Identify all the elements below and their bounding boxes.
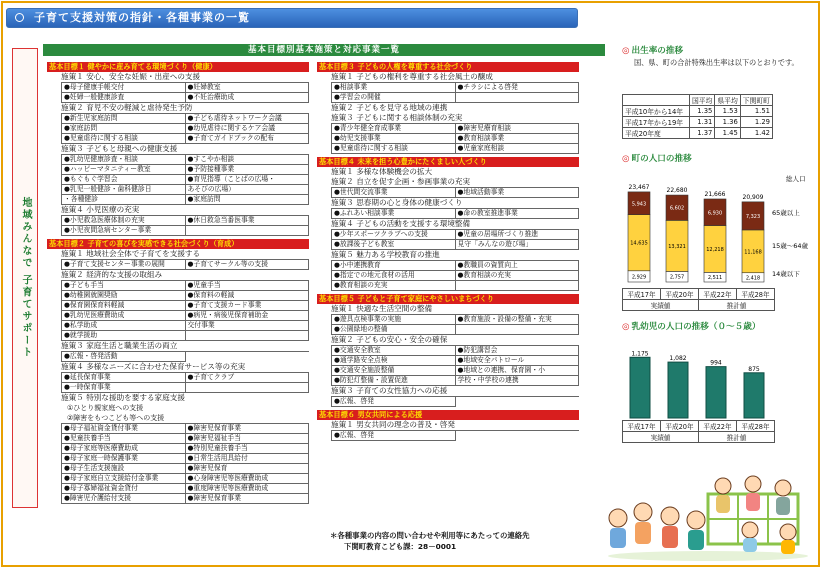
project-item: ●交通安全施設整備 (332, 366, 456, 376)
project-item: ●児童家庭相談 (456, 144, 580, 154)
group-label-projected: 推計値 (699, 300, 775, 311)
goal-section (47, 239, 309, 504)
project-item: ●心身障害児等医療費助成 (186, 474, 310, 484)
project-item: ●小児救急医療体制の充実 (62, 216, 186, 226)
project-item: ●家庭訪問 (62, 124, 186, 134)
birth-cell: 1.35 (690, 106, 715, 117)
project-item: ●児童扶養手当 (62, 434, 186, 444)
project-item: あそびの広場） (186, 185, 310, 195)
project-item: ●母子家庭自立支援給付金事業 (62, 474, 186, 484)
project-item: ・各種健診 (62, 195, 186, 205)
unit-label: 総人口 (786, 175, 806, 183)
data-label: 1,175 (631, 350, 649, 358)
project-item: 学校・中学校の連携 (456, 376, 580, 386)
project-item: ●地域活動事業 (456, 188, 580, 198)
birth-cell: 平成17年から19年 (623, 117, 690, 128)
policy-title: 施策４ 多様なニーズに合わせた保育サービス等の充実 (61, 362, 246, 371)
data-label: 7,323 (745, 213, 761, 220)
project-item: ●指定での地元食材の活用 (332, 271, 456, 281)
birth-cell: 平成10年から14年 (623, 106, 690, 117)
project-item: ●母子福祉資金貸付事業 (62, 424, 186, 434)
population-chart (622, 170, 816, 288)
data-label: 13,321 (668, 243, 686, 250)
birth-text: 国、県、町の合計特殊出生率は以下のとおりです。 (634, 58, 799, 67)
year-label: 平成28年 (737, 289, 775, 300)
project-item: ●交通安全教室 (332, 346, 456, 356)
project-item: ●防犯講習会 (456, 346, 580, 356)
project-item: ●幼稚園就園奨励 (62, 291, 186, 301)
project-item: ●防犯灯整備・設置促進 (332, 376, 456, 386)
birth-header-cell: 国平均 (690, 95, 715, 106)
group-label-projected: 推計値 (699, 432, 775, 443)
project-grid (61, 82, 309, 103)
project-item: ●世代間交流事業 (332, 188, 456, 198)
bar (706, 367, 726, 418)
policy-title: 施策３ 子どもに関する相談体制の充実 (331, 113, 463, 122)
project-item: ●広報、啓発 (332, 397, 456, 407)
bar (630, 357, 650, 418)
project-item: 交付事業 (186, 321, 310, 331)
policy-title: 施策１ 快適な生活空間の整備 (331, 304, 433, 313)
project-item: ●地域との連携、保育園・小 (456, 366, 580, 376)
page-title: 子育て支援対策の指針・各種事業の一覧 (6, 8, 578, 28)
project-item: ●保育料の軽減 (186, 291, 310, 301)
project-item: ●すこやか相談 (186, 155, 310, 165)
project-item: ●妊婦教室 (186, 83, 310, 93)
birth-header-cell: 県平均 (715, 95, 740, 106)
policy-title: 施策４ 小児医療の充実 (61, 205, 140, 214)
policy-title: 施策２ 子どもの安心・安全の確保 (331, 335, 448, 344)
project-item: ●特別児童扶養手当 (186, 444, 310, 454)
legend-label: 65歳以上 (772, 209, 800, 217)
goal-section (47, 62, 309, 236)
policy-title: 施策１ 安心、安全な妊娠・出産への支援 (61, 72, 201, 81)
project-grid (331, 187, 579, 198)
project-grid (331, 208, 579, 219)
project-item: ●母子家庭一時保護事業 (62, 454, 186, 464)
project-item: ●休日救急当番医事業 (186, 216, 310, 226)
project-item: ●新生児家庭訪問 (62, 114, 186, 124)
project-grid (331, 345, 579, 386)
project-item: ●幼児支援事業 (332, 134, 456, 144)
project-item: ●公園緑地の整備 (332, 325, 456, 335)
data-label: 994 (710, 359, 722, 367)
footnote-line1: ＊各種事業の内容の問い合わせや利用等にあたっての連絡先 (330, 531, 530, 540)
project-grid (61, 351, 309, 362)
goal-heading: 基本目標４ 未来を担う心豊かにたくましい人づくり (317, 157, 579, 167)
project-item: ●子ども手当 (62, 281, 186, 291)
project-item: ●放課後子ども教室 (332, 240, 456, 250)
birth-cell: 1.45 (715, 128, 740, 139)
project-grid (61, 154, 309, 205)
project-grid (61, 372, 309, 393)
project-item: ●乳幼児医療費助成 (62, 311, 186, 321)
main-header: 基本目標別基本施策と対応事業一覧 (43, 44, 605, 56)
project-item: ●地域安全パトロール (456, 356, 580, 366)
policy-title: 施策２ 自立を促す企画・参画事業の充実 (331, 177, 471, 186)
children-playground-illustration (598, 470, 812, 562)
project-item: ●一時保育事業 (62, 383, 186, 393)
policy-title: 施策２ 子どもを見守る地域の連携 (331, 103, 448, 112)
project-item: ●もぐもぐ学習会 (62, 175, 186, 185)
birth-cell: 1.37 (690, 128, 715, 139)
birth-heading: ◎ 出生率の推移 (622, 44, 683, 56)
project-item: ●子育て支援センター事業の展開 (62, 260, 186, 270)
total-label: 21,666 (704, 190, 726, 198)
project-item: ●保育園保育料軽減 (62, 301, 186, 311)
policy-title: 施策５ 魅力ある学校教育の推進 (331, 250, 440, 259)
birth-header-cell: 下関町町 (740, 95, 772, 106)
data-label: 6,930 (707, 210, 723, 217)
project-grid (61, 423, 309, 504)
project-item: ●教職員の資質向上 (456, 261, 580, 271)
data-label: 875 (748, 365, 760, 373)
project-grid (331, 82, 579, 103)
policy-title: 施策３ 子育ての女性協力への応援 (331, 386, 448, 395)
goal-heading: 基本目標１ 健やかに産み育てる環境づくり（健康） (47, 62, 309, 72)
project-item: ●教育施設・設備の整備・充実 (456, 315, 580, 325)
legend-label: 15歳～64歳 (772, 242, 809, 250)
project-grid (61, 215, 309, 236)
project-grid (331, 123, 579, 154)
goal-heading: 基本目標２ 子育ての喜びを実感できる社会づくり（育成） (47, 239, 309, 249)
project-item: ●子ども虐待ネットワーク会議 (186, 114, 310, 124)
project-item: ●乳児一般健診・歯科健診日 (62, 185, 186, 195)
birth-cell: 1.29 (740, 117, 772, 128)
project-item: ●命の教室推進事業 (456, 209, 580, 219)
project-item: ●教育相談事業 (456, 134, 580, 144)
group-label-actual: 実績値 (623, 300, 699, 311)
project-item: ●予防接種事業 (186, 165, 310, 175)
project-item: ●ハッピーマタニティー教室 (62, 165, 186, 175)
total-label: 23,467 (628, 183, 650, 191)
project-item: ●小児夜間急病センター事業 (62, 226, 186, 236)
project-item: ●教育相談の充実 (332, 281, 456, 291)
project-item: ●妊婦一般健康診査 (62, 93, 186, 103)
project-item: ●就学援助 (62, 331, 186, 341)
project-grid (331, 396, 579, 407)
birth-cell: 平成20年度 (623, 128, 690, 139)
population-year-table (622, 288, 775, 311)
birth-cell: 1.51 (740, 106, 772, 117)
project-item: ●広報、啓発 (332, 431, 456, 441)
birth-cell: 1.36 (715, 117, 740, 128)
policy-title: 施策１ 男女共同の理念の普及・啓発 (331, 420, 455, 429)
project-item: ●児童虐待に関する相談 (62, 134, 186, 144)
policy-title: 施策２ 育児不安の軽減と虐待発生予防 (61, 103, 193, 112)
policy-title: 施策１ 地域社会全体で子育てを支援する (61, 249, 201, 258)
data-label: 2,929 (631, 274, 647, 281)
project-item: ●教育相談の充実 (456, 271, 580, 281)
year-label: 平成28年 (737, 421, 775, 432)
project-item: ●子育てガイドブックの配布 (186, 134, 310, 144)
column-left (47, 62, 309, 507)
project-item: ●育児指導（ことばの広場・ (186, 175, 310, 185)
project-item: ●母子健康手帳交付 (62, 83, 186, 93)
bar (668, 362, 688, 418)
goal-section (317, 294, 579, 407)
project-item (186, 383, 310, 393)
footnote-line2: 下関町教育こども課：28－0001 (344, 542, 457, 551)
policy-title: 施策５ 特別な援助を要する家庭支援 (61, 393, 185, 402)
project-item: ●重度障害児等医療費助成 (186, 484, 310, 494)
project-item: ●児童手当 (186, 281, 310, 291)
policy-subtitle: ②障害をもつこども等への支援 (67, 414, 165, 422)
project-item: ●児童虐待に関する相談 (332, 144, 456, 154)
policy-title: 施策３ 家庭生活と職業生活の両立 (61, 341, 178, 350)
project-item: ●相談事業 (332, 83, 456, 93)
project-item: ●ふれあい相談事業 (332, 209, 456, 219)
total-label: 22,680 (666, 187, 688, 195)
project-item: ●子育てクラブ (186, 373, 310, 383)
year-label: 平成20年 (661, 421, 699, 432)
infant-chart (622, 338, 816, 420)
policy-title: 施策２ 経済的な支援の取組み (61, 270, 163, 279)
project-item: ●幼児虐待に関するケア会議 (186, 124, 310, 134)
project-grid (61, 280, 309, 341)
goal-heading: 基本目標５ 子どもと子育て家庭にやさしいまちづくり (317, 294, 579, 304)
policy-title: 施策４ 子どもの活動を支援する環境整備 (331, 219, 471, 228)
project-grid (61, 259, 309, 270)
project-item: ●広報・啓発活動 (62, 352, 186, 362)
data-label: 6,602 (669, 205, 685, 212)
birth-cell: 1.53 (715, 106, 740, 117)
total-label: 20,909 (742, 193, 764, 201)
data-label: 11,168 (744, 249, 762, 256)
goal-section (317, 157, 579, 291)
birth-cell: 1.42 (740, 128, 772, 139)
vertical-slogan: 地域みんなで 子育てサポート (12, 48, 38, 508)
birth-cell: 1.31 (690, 117, 715, 128)
population-heading: ◎ 町の人口の推移 (622, 152, 692, 164)
project-grid (331, 430, 579, 441)
project-item: ●母子寡婦福祉資金貸付 (62, 484, 186, 494)
birth-table (622, 94, 773, 139)
project-item: ●子育てサークル等の支援 (186, 260, 310, 270)
policy-title: 施策３ 思春期の心と身体の健康づくり (331, 198, 463, 207)
data-label: 1,082 (669, 355, 687, 363)
project-item: ●乳幼児健康診査・相談 (62, 155, 186, 165)
project-item: ●日常生活用具給付 (186, 454, 310, 464)
project-item: ●障害児保育事業 (186, 424, 310, 434)
project-item: ●少年スポーツクラブへの支援 (332, 230, 456, 240)
year-label: 平成22年 (699, 289, 737, 300)
project-item: ●障害児介護給付支援 (62, 494, 186, 504)
project-item: ●障害児保育事業 (186, 494, 310, 504)
project-item: 見守「みんなの遊び場」 (456, 240, 580, 250)
data-label: 2,418 (745, 275, 761, 282)
goal-section (317, 410, 579, 441)
project-item: ●遊具点検事業の実施 (332, 315, 456, 325)
year-label: 平成17年 (623, 421, 661, 432)
group-label-actual: 実績値 (623, 432, 699, 443)
goal-section (317, 62, 579, 154)
goal-heading: 基本目標３ 子どもの人権を尊重する社会づくり (317, 62, 579, 72)
bar (744, 373, 764, 418)
project-item: ●児童の居場所づくり推進 (456, 230, 580, 240)
project-item: ●家庭訪問 (186, 195, 310, 205)
policy-title: 施策１ 多様な体験機会の拡大 (331, 167, 433, 176)
project-item (186, 331, 310, 341)
project-item: ●障害児療育相談 (456, 124, 580, 134)
data-label: 5,943 (631, 201, 647, 208)
project-item: ●障害児保育 (186, 464, 310, 474)
project-item: ●病児・病後児保育補助金 (186, 311, 310, 321)
data-label: 14,635 (630, 240, 648, 247)
project-item: ●子育て支援カード事業 (186, 301, 310, 311)
project-item: ●学習会の開催 (332, 93, 456, 103)
project-item: ●通学路安全点検 (332, 356, 456, 366)
birth-header-cell (623, 95, 690, 106)
project-item: ●延長保育事業 (62, 373, 186, 383)
project-grid (331, 229, 579, 250)
year-label: 平成17年 (623, 289, 661, 300)
project-item (456, 325, 580, 335)
policy-title: 施策１ 子どもの権利を尊重する社会風土の醸成 (331, 72, 493, 81)
data-label: 2,511 (707, 275, 723, 282)
data-label: 12,218 (706, 246, 724, 253)
project-item: ●青少年健全育成事業 (332, 124, 456, 134)
legend-label: 14歳以下 (772, 270, 800, 278)
infant-year-table (622, 420, 775, 443)
year-label: 平成20年 (661, 289, 699, 300)
project-item (456, 281, 580, 291)
project-item: ●チラシによる啓発 (456, 83, 580, 93)
year-label: 平成22年 (699, 421, 737, 432)
project-item: ●母子家庭等医療費助成 (62, 444, 186, 454)
project-item (456, 93, 580, 103)
policy-subtitle: ①ひとり親家庭への支援 (67, 404, 144, 412)
project-item: ●母子生活支援施設 (62, 464, 186, 474)
project-grid (331, 314, 579, 335)
project-item: ●私学助成 (62, 321, 186, 331)
project-item: ●障害児福祉手当 (186, 434, 310, 444)
circle-icon (15, 13, 24, 22)
project-grid (331, 260, 579, 291)
policy-title: 施策３ 子どもと母親への健康支援 (61, 144, 178, 153)
column-right (317, 62, 579, 444)
project-item: ●小中連携教育 (332, 261, 456, 271)
project-grid (61, 113, 309, 144)
project-item (186, 226, 310, 236)
goal-heading: 基本目標６ 男女共同による応援 (317, 410, 579, 420)
project-item: ●不妊治療助成 (186, 93, 310, 103)
infant-heading: ◎ 乳幼児の人口の推移（０～５歳） (622, 320, 760, 332)
footnote (330, 530, 530, 552)
data-label: 2,757 (669, 274, 685, 281)
